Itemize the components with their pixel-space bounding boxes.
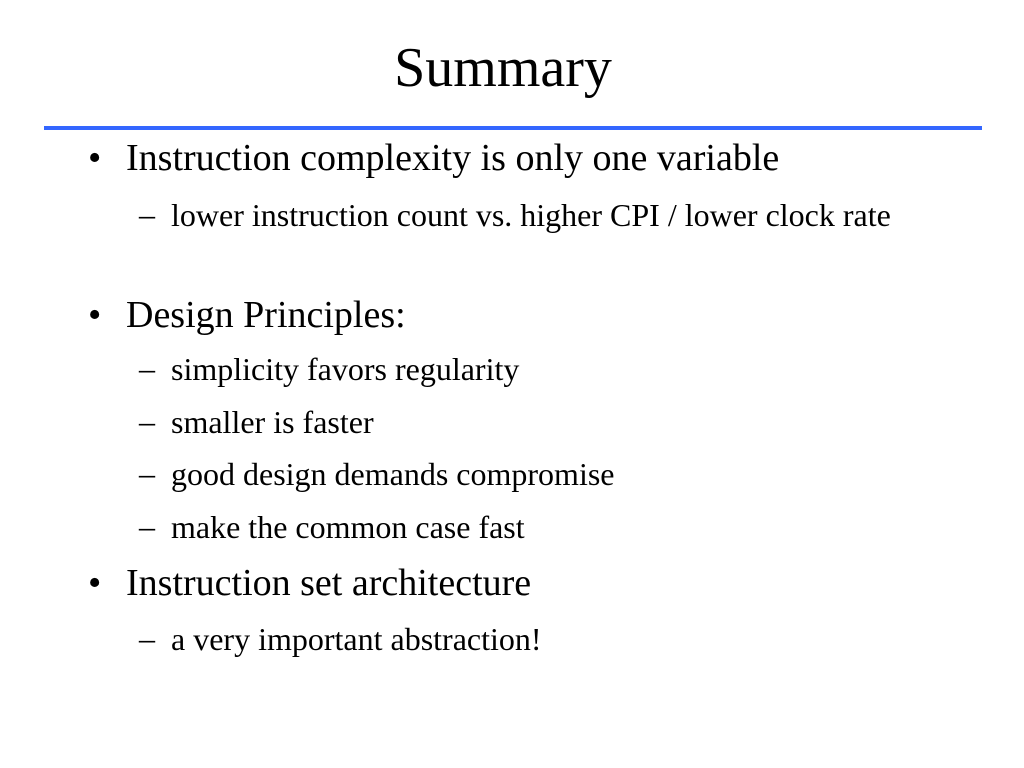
sub-bullet-text: a very important abstraction!	[171, 621, 542, 657]
sub-bullet-marker: –	[139, 196, 155, 232]
slide-title: Summary	[394, 37, 612, 99]
sub-bullet-marker: –	[139, 455, 155, 491]
sub-bullet-text: smaller is faster	[171, 404, 374, 440]
bullet-marker: •	[88, 294, 102, 336]
sub-bullet-marker: –	[139, 508, 155, 544]
sub-bullet-marker: –	[139, 403, 155, 439]
sub-bullet-text: make the common case fast	[171, 509, 525, 545]
bullet-text: Design Principles:	[126, 294, 406, 336]
sub-bullet-text: good design demands compromise	[171, 456, 615, 492]
bullet-marker: •	[88, 137, 102, 179]
sub-bullet-marker: –	[139, 350, 155, 386]
bullet-marker: •	[88, 562, 102, 604]
bullet-text: Instruction complexity is only one variable	[126, 137, 780, 179]
sub-bullet-text: simplicity favors regularity	[171, 351, 520, 387]
bullet-text: Instruction set architecture	[126, 562, 532, 604]
sub-bullet-marker: –	[139, 620, 155, 656]
sub-bullet-text: lower instruction count vs. higher CPI / lower clock rate	[171, 197, 891, 233]
